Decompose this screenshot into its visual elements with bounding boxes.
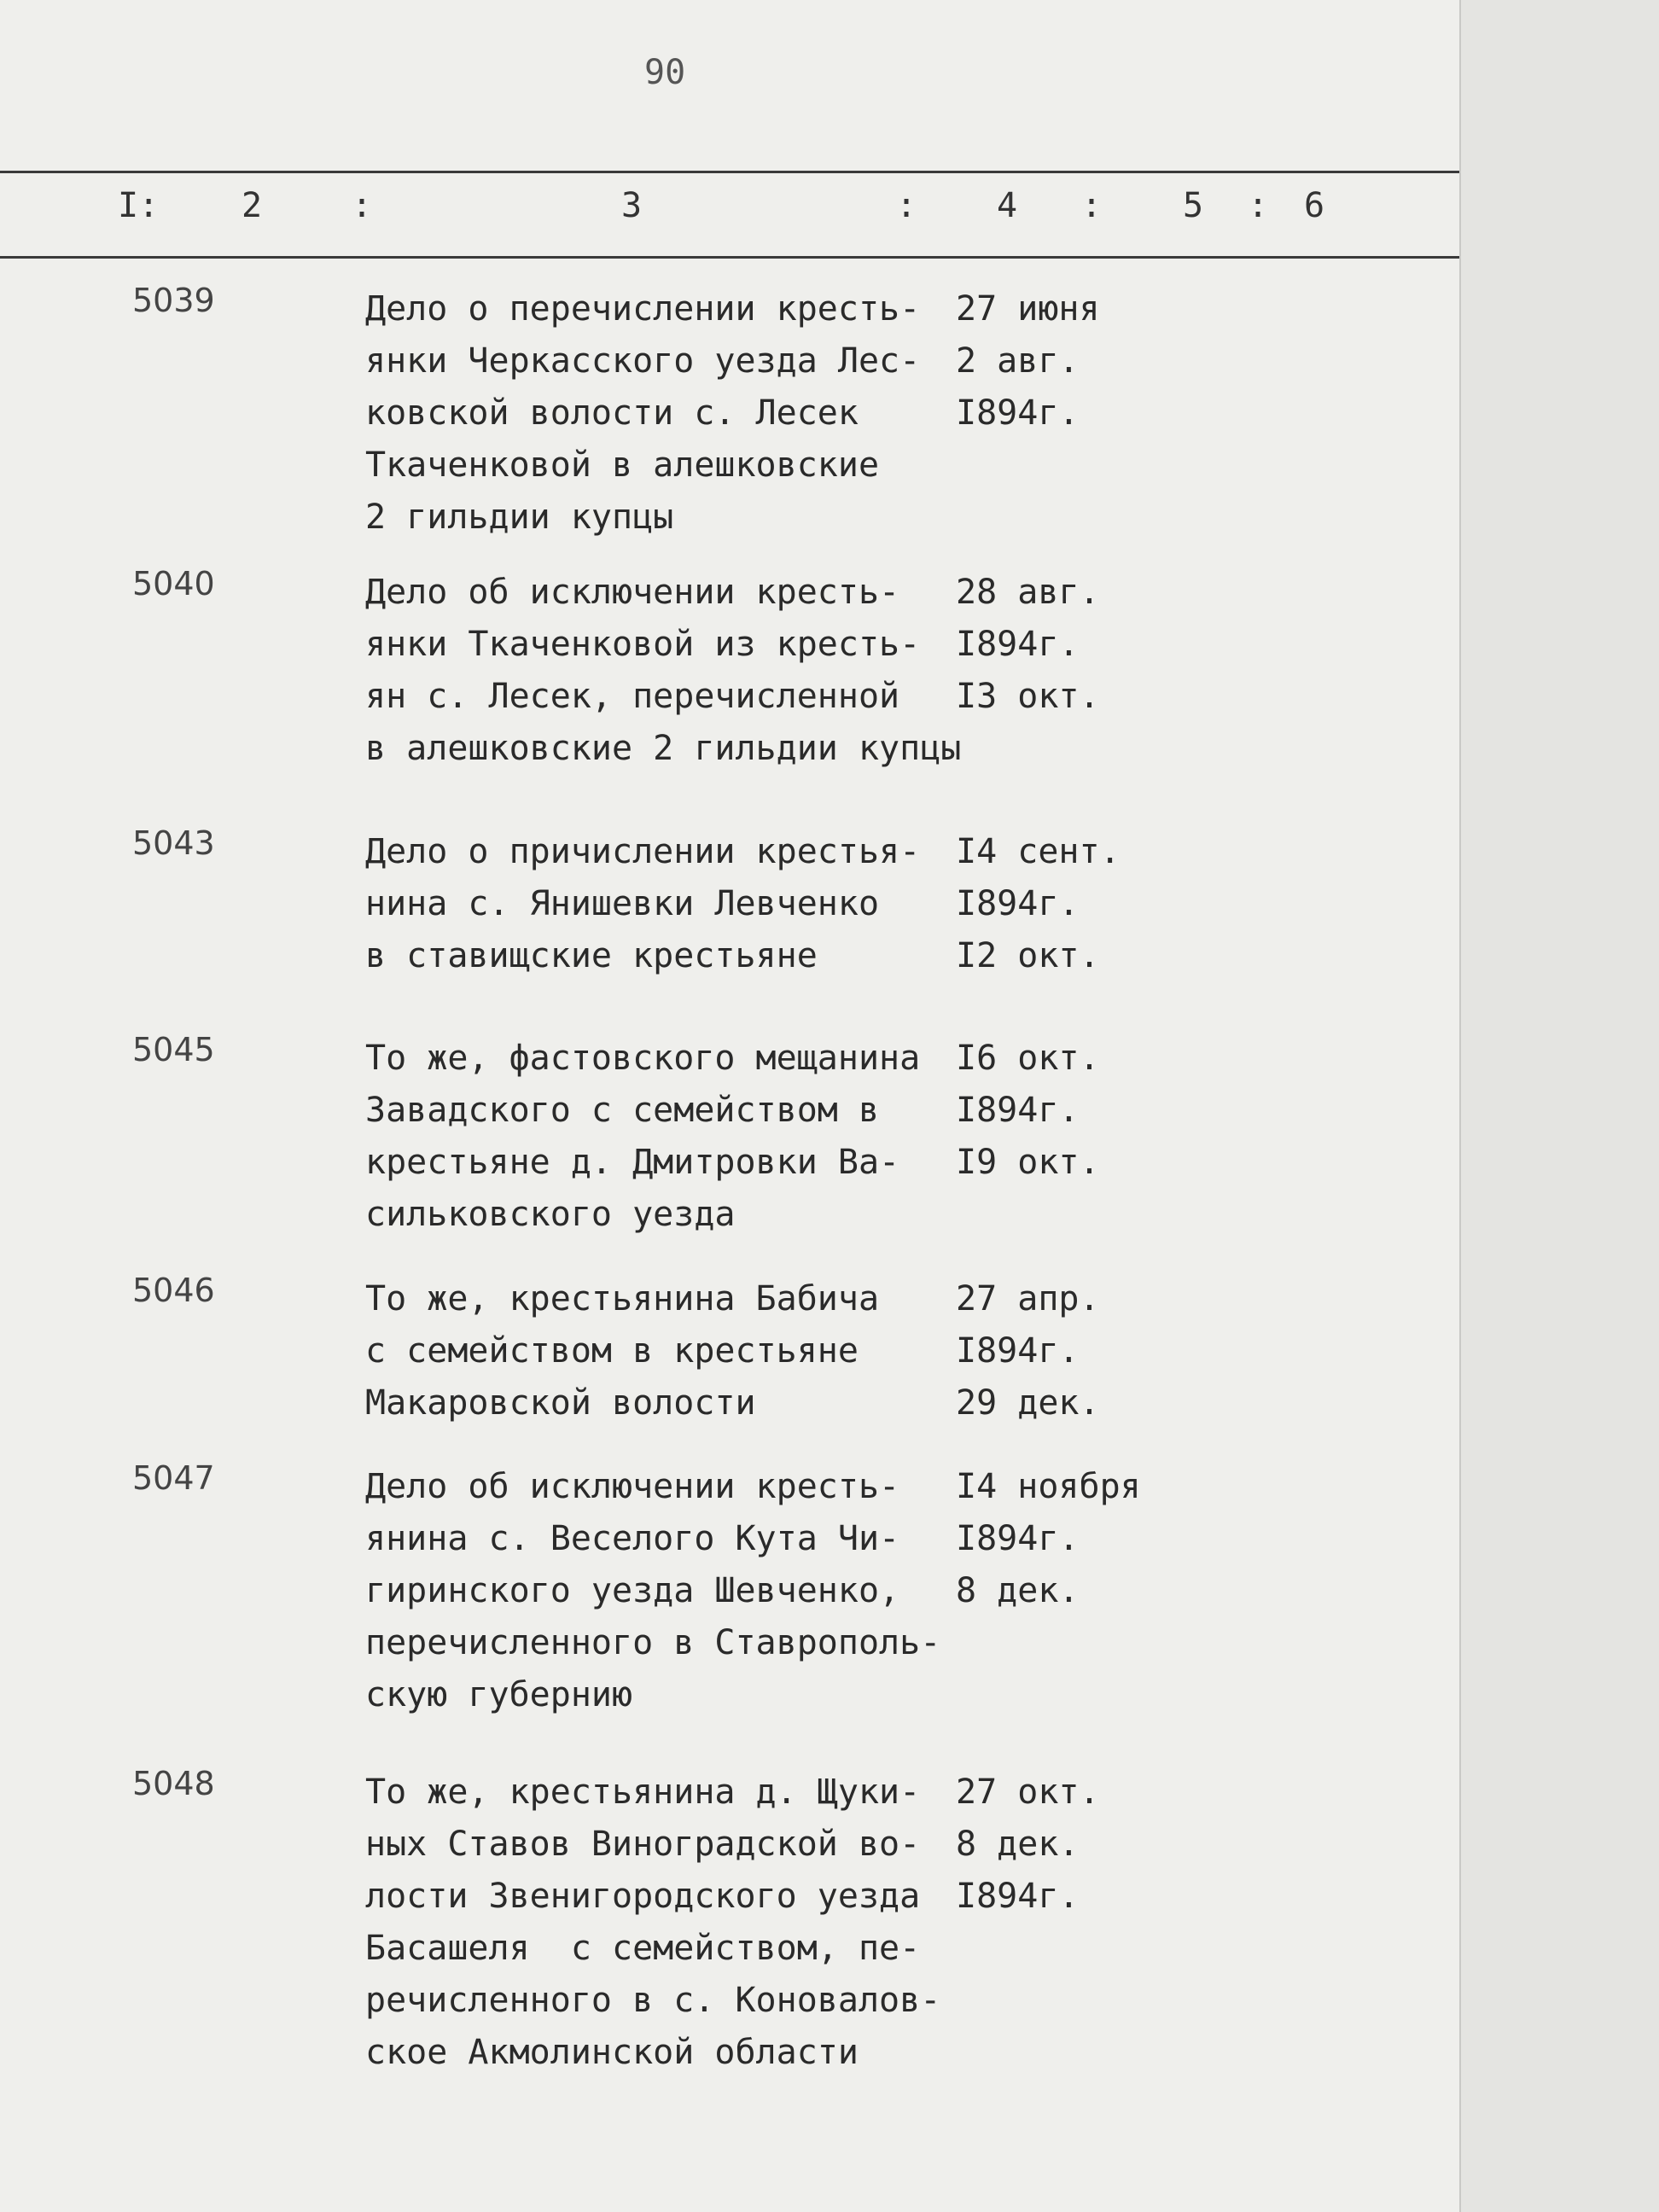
entry-number: 5045	[132, 1031, 215, 1068]
entry-dates: I6 окт. I894г. I9 окт.	[956, 1039, 1100, 1182]
entry-dates: I4 сент. I894г. I2 окт.	[956, 832, 1121, 975]
entry-title: То же, крестьянина д. Щуки- ных Ставов Виноградской во- лости Звенигородского уезда Басашеля с семейством, пе- речисленного в с. Коновалов- ское Акмолинской области	[365, 1773, 941, 2072]
page-number: 90	[644, 53, 686, 92]
entry-title: Дело об исключении кресть- янина с. Веселого Кута Чи- гиринского уезда Шевченко, перечисленного в Ставрополь- скую губернию	[365, 1467, 941, 1714]
entry-title: Дело о причислении крестья- нина с. Янишевки Левченко в ставищские крестьяне	[365, 832, 921, 975]
entry-number: 5048	[132, 1765, 215, 1802]
entry-number: 5047	[132, 1459, 215, 1497]
column-separator: :	[352, 186, 373, 225]
entry-number: 5040	[132, 565, 215, 602]
entry-dates: 27 апр. I894г. 29 дек.	[956, 1279, 1100, 1423]
entry-title: Дело о перечислении кресть- янки Черкасского уезда Лес- ковской волости с. Лесек Ткаченковой в алешковские 2 гильдии купцы	[365, 289, 921, 537]
entry-dates: 27 июня 2 авг. I894г.	[956, 289, 1100, 433]
header-rule-top	[0, 171, 1459, 173]
entry-number: 5039	[132, 282, 215, 319]
column-header-4: 4	[997, 186, 1018, 225]
entry-number: 5043	[132, 824, 215, 862]
entry-title: То же, фастовского мещанина Завадского с семейством в крестьяне д. Дмитровки Ва- сильковского уезда	[365, 1039, 921, 1234]
column-separator: :	[1248, 186, 1269, 225]
entry-dates: I4 ноября I894г. 8 дек.	[956, 1467, 1141, 1610]
page-edge-shadow	[1459, 0, 1659, 2212]
entry-title: Дело об исключении кресть- янки Ткаченковой из кресть- ян с. Лесек, перечисленной в алешковские 2 гильдии купцы	[365, 573, 962, 768]
entry-number: 5046	[132, 1272, 215, 1309]
column-header-5: 5	[1183, 186, 1204, 225]
column-header-3: 3	[621, 186, 643, 225]
column-separator: :	[896, 186, 917, 225]
entry-title: То же, крестьянина Бабича с семейством в крестьяне Макаровской волости	[365, 1279, 880, 1423]
entry-dates: 27 окт. 8 дек. I894г.	[956, 1773, 1100, 1916]
entry-dates: 28 авг. I894г. I3 окт.	[956, 573, 1100, 716]
column-header-1: I:	[118, 186, 160, 225]
header-rule-bottom	[0, 256, 1459, 259]
column-separator: :	[1081, 186, 1103, 225]
column-header-6: 6	[1304, 186, 1325, 225]
column-header-2: 2	[242, 186, 263, 225]
